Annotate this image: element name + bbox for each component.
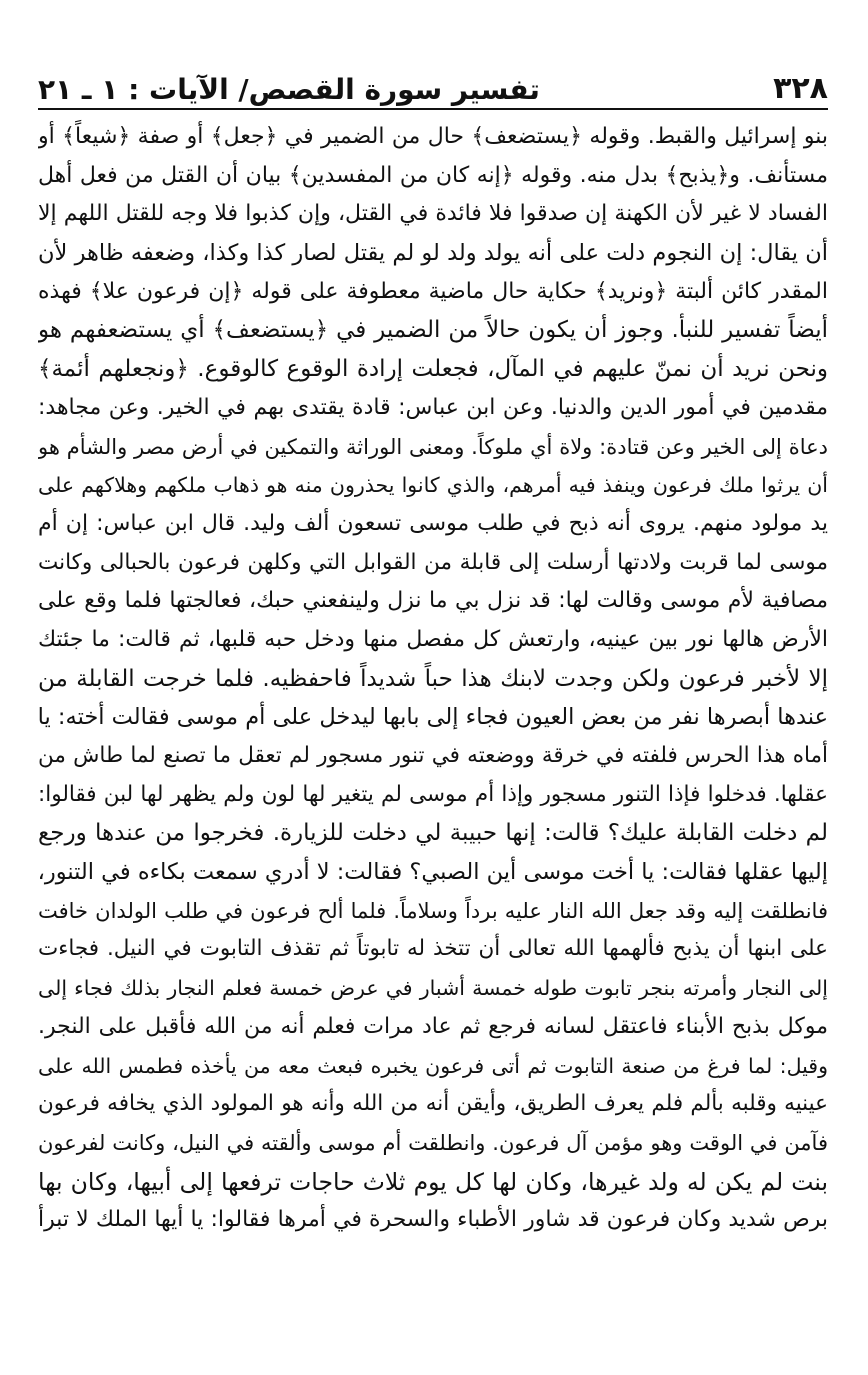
text-line: عقلها. فدخلوا فإذا التنور مسجور وإذا أم موسى لم يتغير لها لون ولم يظهر لها لبن فقالوا:: [38, 781, 828, 807]
text-line: مقدمين في أمور الدين والدنيا. وعن ابن عباس: قادة يقتدى بهم في الخير. وعن مجاهد:: [38, 394, 828, 420]
text-line: أيضاً تفسير للنبأ. وجوز أن يكون حالاً من الضمير في ﴿يستضعف﴾ أي يستضعفهم هو: [38, 317, 828, 344]
text-line: ونحن نريد أن نمنّ عليهم في المآل، فجعلت إرادة الوقوع كالوقوع. ﴿ونجعلهم أئمة﴾: [38, 356, 828, 383]
page-number: ٣٢٨: [773, 71, 828, 106]
page-header: [38, 60, 828, 104]
text-line: الفساد لا غير لأن الكهنة إن صدقوا فلا فائدة في القتل، وإن كذبوا فلا وجه للقتل اللهم إلا: [38, 201, 828, 227]
text-line: المقدر كائن ألبتة ﴿ونريد﴾ حكاية حال ماضية معطوفة على قوله ﴿إن فرعون علا﴾ فهذه: [38, 278, 828, 304]
text-line: إلى النجار وأمرته بنجر تابوت طوله خمسة أشبار في عرض خمسة فعلم النجار بذلك فجاء إلى: [38, 976, 828, 1001]
text-line: أماه هذا الحرس فلفته في خرقة ووضعته في تنور مسجور لم تعقل ما تصنع لما طاش من: [38, 743, 828, 768]
text-line: مستأنف. و﴿يذبح﴾ بدل منه. وقوله ﴿إنه كان من المفسدين﴾ بيان أن القتل من فعل أهل: [38, 162, 828, 188]
text-line: إليها عقلها فقالت: يا أخت موسى أين الصبي؟ فقالت: لا أدري سمعت بكاءه في التنور،: [38, 859, 828, 886]
text-line: مصافية لأم موسى وقالت لها: قد نزل بي ما نزل ولينفعني حبك، فعالجتها فلما وقع على: [38, 588, 828, 614]
running-head: تفسير سورة القصص/ الآيات : ١ ـ ٢١: [38, 73, 540, 106]
text-line: بنت لم يكن له ولد غيرها، وكان لها كل يوم ثلاث حاجات ترفعها إلى أبيها، وكان بها: [38, 1167, 828, 1196]
text-line: بنو إسرائيل والقبط. وقوله ﴿يستضعف﴾ حال من الضمير في ﴿جعل﴾ أو صفة ﴿شيعاً﴾ أو: [38, 124, 828, 149]
text-line: فآمن في الوقت وهو مؤمن آل فرعون. وانطلقت أم موسى وألقته في النيل، وكانت لفرعون: [38, 1130, 828, 1155]
body-text: [38, 118, 828, 1240]
text-line: وقيل: لما فرغ من صنعة التابوت ثم أتى فرعون يخبره فبعث معه من يأخذه فطمس الله على: [38, 1053, 828, 1078]
text-line: موكل بذبح الأبناء فاعتقل لسانه فرجع ثم عاد مرات فعلم أنه من الله فأقبل على النجر.: [38, 1013, 828, 1039]
text-line: إلا لأخبر فرعون ولكن وجدت لابنك هذا حباً شديداً فاحفظيه. فلما خرجت القابلة من: [38, 665, 828, 692]
text-line: يد مولود منهم. يروى أنه ذبح في طلب موسى تسعون ألف وليد. قال ابن عباس: إن أم: [38, 510, 828, 536]
text-line: فانطلقت إليه وقد جعل الله النار عليه برداً وسلاماً. فلما ألح فرعون في طلب الولدان خافت: [38, 898, 828, 923]
text-line: على ابنها أن يذبح فألهمها الله تعالى أن تتخذ له تابوتاً ثم تقذف التابوت في النيل. فجاءت: [38, 936, 828, 962]
text-line: عينيه وقلبه بألم فلم يعرف الطريق، وأيقن أنه من الله وأنه هو المولود الذي يخافه فرعون: [38, 1091, 828, 1117]
text-line: أن يقال: إن النجوم دلت على أنه يولد ولد لو لم يقتل لصار كذا وكذا، وضعفه ظاهر لأن: [38, 240, 828, 267]
text-line: موسى لما قربت ولادتها أرسلت إلى قابلة من القوابل التي وكلهن فرعون بالحبالى وكانت: [38, 549, 828, 575]
text-line: دعاة إلى الخير وعن قتادة: ولاة أي ملوكاً. ومعنى الوراثة والتمكين في أرض مصر والشأم هو: [38, 434, 828, 459]
header-rule: [38, 108, 828, 110]
text-line: برص شديد وكان فرعون قد شاور الأطباء والسحرة في أمرها فقالوا: يا أيها الملك لا تبرأ: [38, 1207, 828, 1233]
text-line: أن يرثوا ملك فرعون وينفذ فيه أمرهم، والذي كانوا يحذرون منه هو ذهاب ملكهم وهلاكهم على: [38, 473, 828, 498]
text-line: الأرض هالها نور بين عينيه، وارتعش كل مفصل منها ودخل حبه قلبها، ثم قالت: ما جئتك: [38, 626, 828, 652]
text-line: عندها أبصرها نفر من بعض العيون فجاء إلى بابها ليدخل على أم موسى فقالت أخته: يا: [38, 704, 828, 731]
text-line: لم دخلت القابلة عليك؟ قالت: إنها حبيبة لي دخلت للزيارة. فخرجوا من عندها ورجع: [38, 820, 828, 847]
